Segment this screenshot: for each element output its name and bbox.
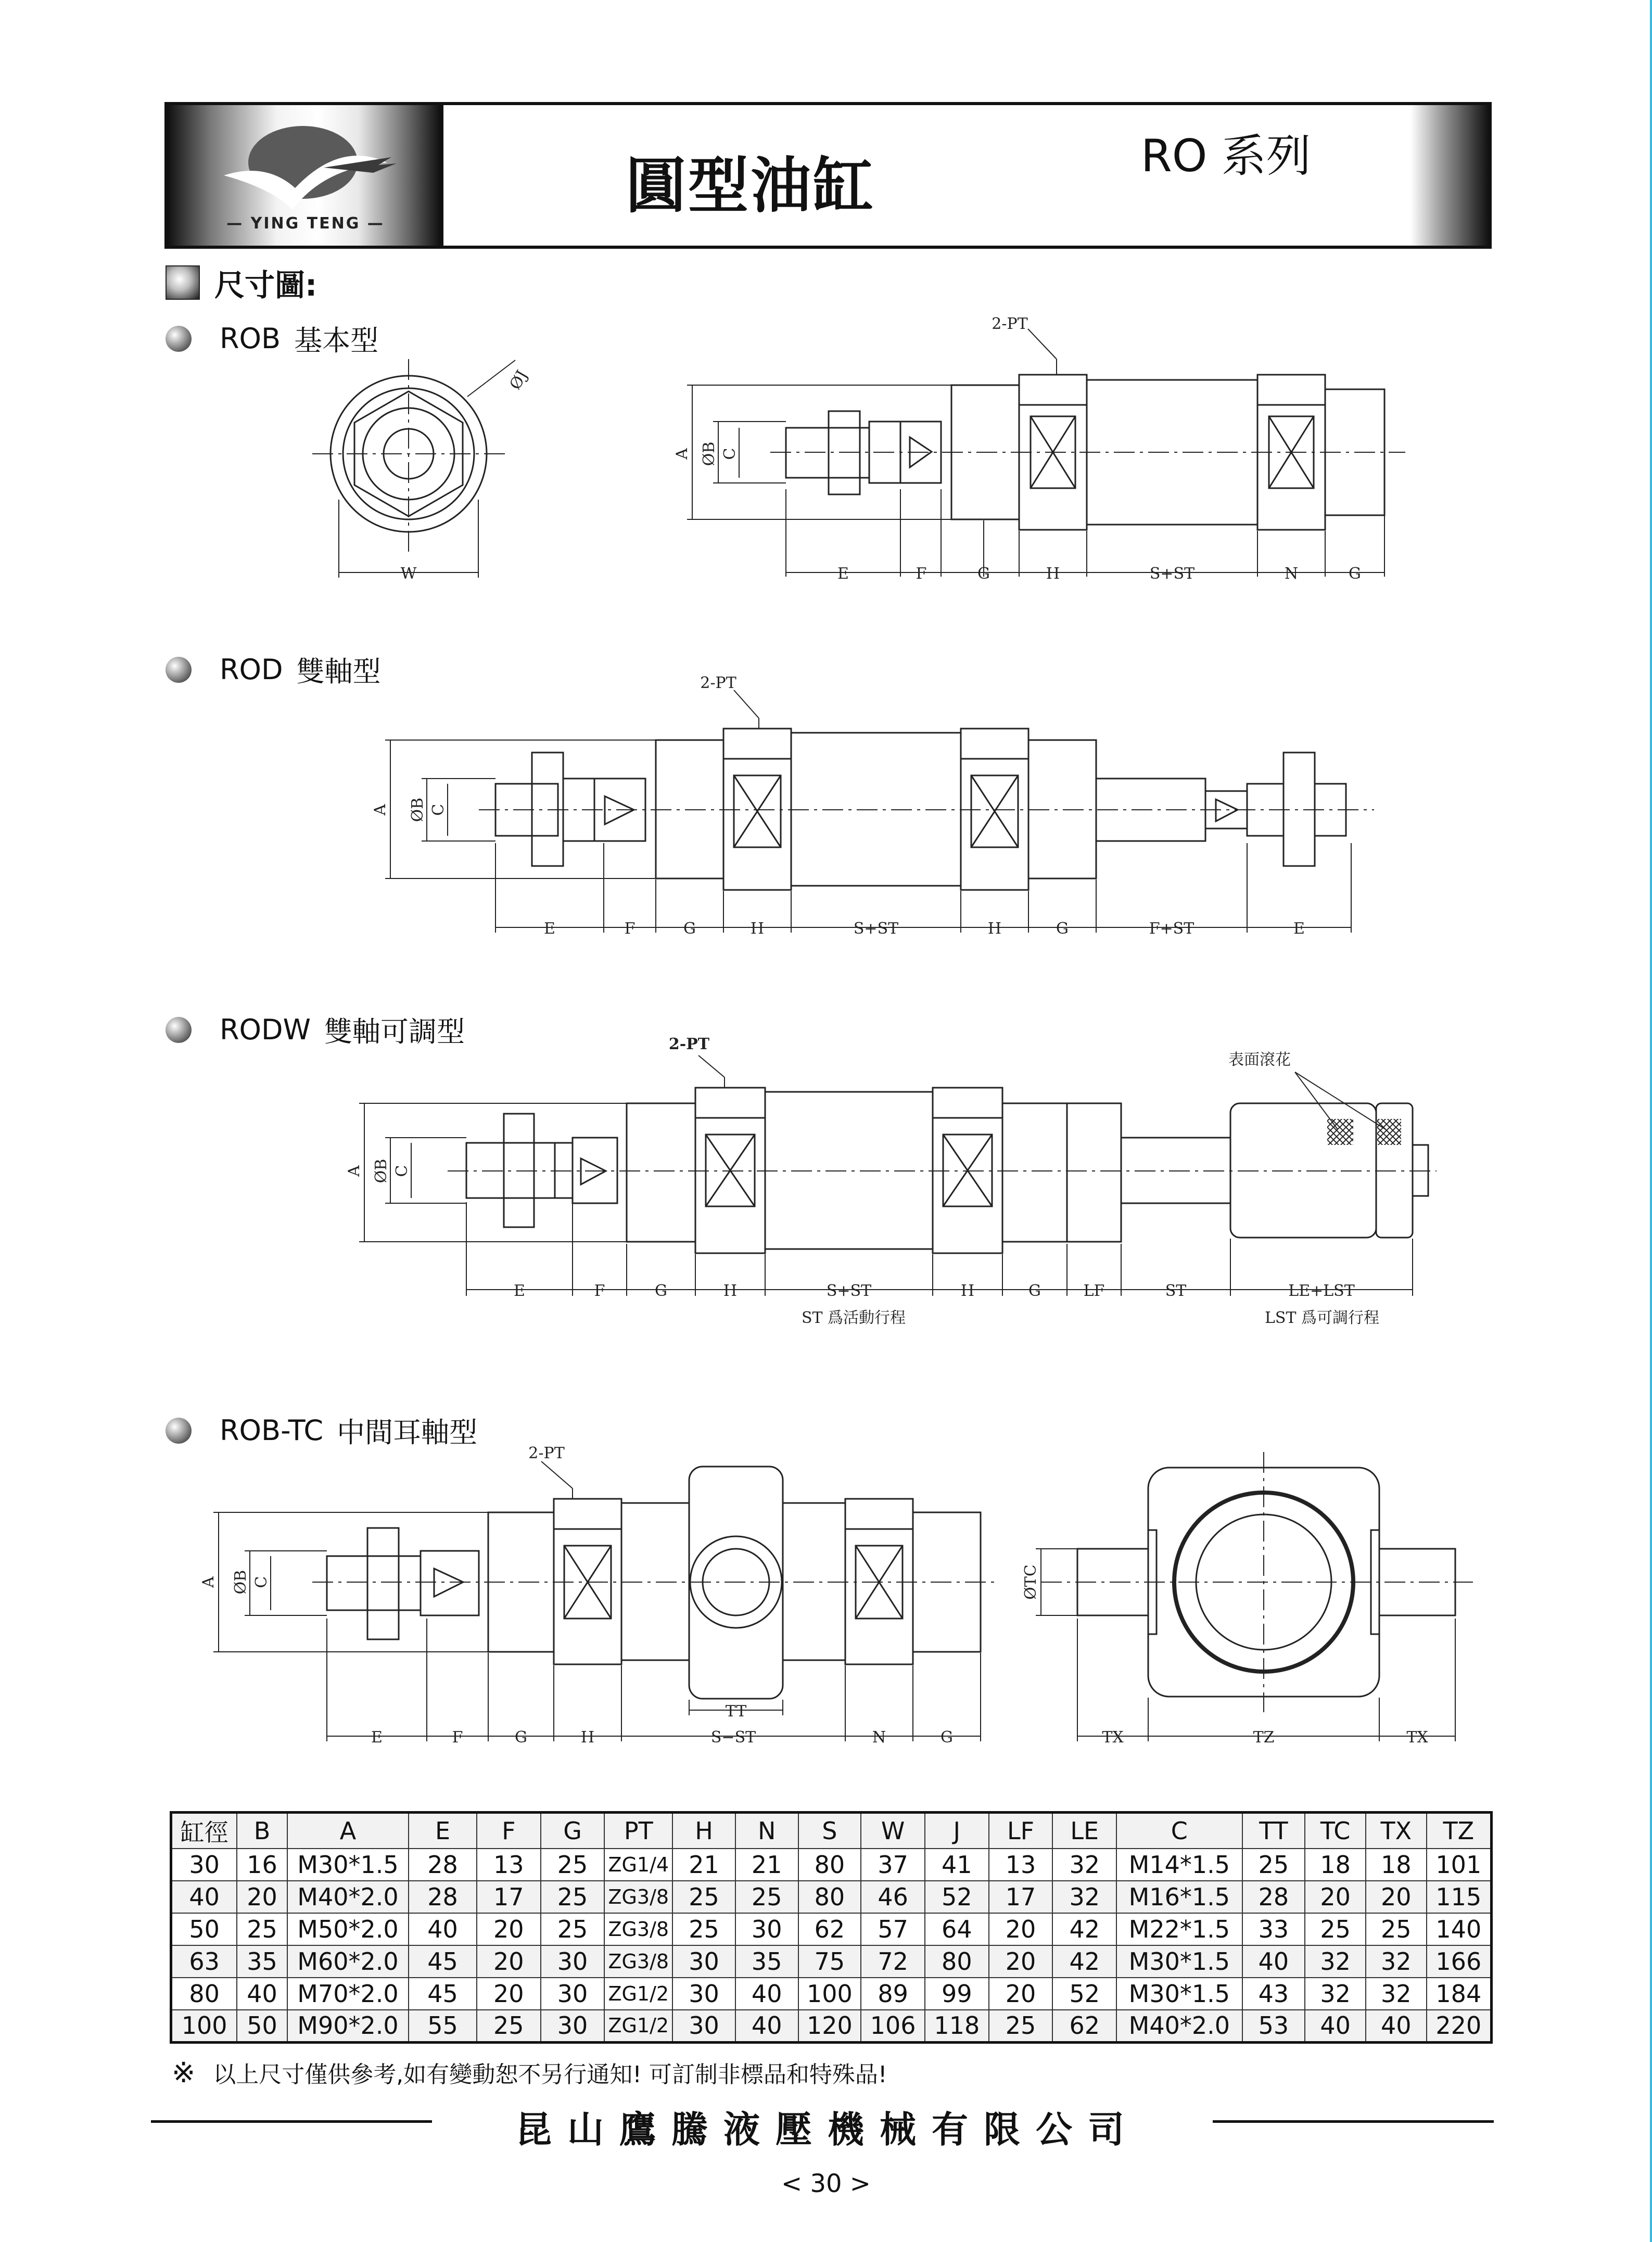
table-cell: 25	[735, 1881, 798, 1913]
table-cell: M60*2.0	[287, 1945, 409, 1978]
dim-label: F	[594, 1282, 605, 1300]
dim-label: G	[1056, 920, 1069, 938]
table-cell: 40	[1366, 2010, 1427, 2042]
table-cell: 53	[1242, 2010, 1305, 2042]
dim-label: E	[544, 920, 555, 938]
table-cell: ZG1/2	[604, 1978, 672, 2010]
dim-label: A	[199, 1576, 218, 1588]
table-header: C	[1116, 1813, 1242, 1849]
dim-label: G	[655, 1282, 667, 1300]
table-cell: 20	[477, 1913, 541, 1945]
table-row	[171, 1881, 1492, 1913]
dim-label: TZ	[1253, 1728, 1275, 1747]
table-cell: 40	[1242, 1945, 1305, 1978]
dim-label: H	[723, 1282, 738, 1300]
table-row	[171, 1945, 1492, 1978]
table-cell: 25	[541, 1913, 605, 1945]
dim-label: ØTC	[1022, 1564, 1040, 1600]
table-row	[171, 2010, 1492, 2042]
dim-label: 2-PT	[700, 674, 736, 692]
table-cell: 18	[1366, 1849, 1427, 1881]
table-cell: 21	[672, 1849, 735, 1881]
table-cell: 35	[237, 1945, 287, 1978]
table-cell: 28	[1242, 1881, 1305, 1913]
dim-label: TT	[725, 1702, 747, 1721]
table-cell: 28	[409, 1881, 477, 1913]
rob-end-view	[312, 359, 515, 578]
table-cell: 32	[1366, 1978, 1427, 2010]
series-label: RO 系列	[1141, 130, 1311, 182]
dim-label: ST	[1165, 1282, 1187, 1300]
model-code: RODW	[220, 1013, 311, 1046]
table-cell: 25	[672, 1881, 735, 1913]
table-cell: 20	[477, 1978, 541, 2010]
table-cell: 30	[672, 2010, 735, 2042]
dim-label: ØB	[700, 441, 718, 466]
table-cell: 25	[989, 2010, 1053, 2042]
table-cell: 25	[541, 1881, 605, 1913]
table-header: N	[735, 1813, 798, 1849]
table-header: LE	[1052, 1813, 1116, 1849]
table-cell: 140	[1427, 1913, 1492, 1945]
table-cell: 20	[989, 1913, 1053, 1945]
dim-label: F	[452, 1728, 463, 1747]
table-header-row	[171, 1813, 1492, 1849]
table-header: B	[237, 1813, 287, 1849]
page-title: 圓型油缸	[626, 151, 875, 221]
dim-label: E	[1293, 920, 1305, 938]
rodw-side-view	[359, 1055, 1437, 1296]
table-cell: M50*2.0	[287, 1913, 409, 1945]
table-cell: 42	[1052, 1913, 1116, 1945]
table-cell: 41	[925, 1849, 989, 1881]
table-cell: 55	[409, 2010, 477, 2042]
table-cell: 20	[237, 1881, 287, 1913]
dim-label: G	[941, 1728, 953, 1747]
table-cell: 21	[735, 1849, 798, 1881]
table-cell: ZG3/8	[604, 1913, 672, 1945]
table-cell: 32	[1305, 1978, 1366, 2010]
table-cell: M16*1.5	[1116, 1881, 1242, 1913]
table-cell: 52	[925, 1881, 989, 1913]
table-cell: 80	[798, 1849, 861, 1881]
dim-label: H	[987, 920, 1002, 938]
table-cell: 30	[541, 1978, 605, 2010]
table-cell: 45	[409, 1945, 477, 1978]
dim-label: 2-PT	[992, 315, 1028, 333]
dim-label: LF	[1083, 1282, 1105, 1300]
model-code: ROD	[220, 653, 283, 686]
dim-label: H	[960, 1282, 975, 1300]
lst-note: LST 爲可調行程	[1264, 1309, 1380, 1327]
table-cell: 30	[541, 1945, 605, 1978]
dim-label: F	[624, 920, 636, 938]
table-cell: 20	[1305, 1881, 1366, 1913]
table-cell: 32	[1052, 1881, 1116, 1913]
table-cell: ZG3/8	[604, 1881, 672, 1913]
table-header: J	[925, 1813, 989, 1849]
rob-side-view	[687, 329, 1405, 577]
table-header: W	[861, 1813, 925, 1849]
dim-label: H	[580, 1728, 595, 1747]
dim-label: G	[515, 1728, 527, 1747]
table-cell: M30*1.5	[287, 1849, 409, 1881]
dim-label: F+ST	[1149, 920, 1194, 938]
dim-label: ØB	[409, 797, 427, 822]
dim-label: G	[977, 565, 990, 583]
table-cell: 57	[861, 1913, 925, 1945]
dim-label: C	[721, 448, 739, 460]
table-cell: 42	[1052, 1945, 1116, 1978]
table-cell: 80	[798, 1881, 861, 1913]
dim-label: S+ST	[853, 920, 899, 938]
table-cell: 101	[1427, 1849, 1492, 1881]
table-cell: 25	[672, 1913, 735, 1945]
dim-label: H	[1046, 565, 1060, 583]
dim-label: C	[252, 1576, 271, 1588]
table-cell: 30	[541, 2010, 605, 2042]
table-cell: 40	[735, 1978, 798, 2010]
table-cell: M70*2.0	[287, 1978, 409, 2010]
dim-label: ØB	[372, 1158, 390, 1183]
table-cell: 13	[989, 1849, 1053, 1881]
dim-label: ØB	[232, 1570, 250, 1595]
table-cell: 100	[798, 1978, 861, 2010]
table-cell: 35	[735, 1945, 798, 1978]
table-cell: M90*2.0	[287, 2010, 409, 2042]
dim-label: C	[429, 804, 448, 816]
dim-label: S−ST	[710, 1728, 756, 1747]
table-cell: 106	[861, 2010, 925, 2042]
st-note: ST 爲活動行程	[801, 1309, 906, 1327]
table-cell: 20	[989, 1978, 1053, 2010]
table-cell: 62	[798, 1913, 861, 1945]
dim-label: 2-PT	[528, 1444, 565, 1462]
dim-label: A	[673, 448, 691, 460]
table-cell: 40	[171, 1881, 237, 1913]
table-cell: M40*2.0	[287, 1881, 409, 1913]
table-header: TT	[1242, 1813, 1305, 1849]
dim-label: E	[837, 565, 849, 583]
table-cell: 89	[861, 1978, 925, 2010]
dim-label: F	[916, 565, 927, 583]
table-cell: 25	[237, 1913, 287, 1945]
table-cell: 17	[477, 1881, 541, 1913]
table-cell: 32	[1052, 1849, 1116, 1881]
table-cell: M40*2.0	[1116, 2010, 1242, 2042]
table-cell: 25	[541, 1849, 605, 1881]
table-row	[171, 1978, 1492, 2010]
note-text: 以上尺寸僅供參考,如有變動恕不另行通知! 可訂制非標品和特殊品!	[213, 2061, 887, 2088]
table-cell: 99	[925, 1978, 989, 2010]
table-header: H	[672, 1813, 735, 1849]
table-cell: 40	[1305, 2010, 1366, 2042]
table-cell: 43	[1242, 1978, 1305, 2010]
table-header: TX	[1366, 1813, 1427, 1849]
table-cell: 25	[477, 2010, 541, 2042]
spec-table	[170, 1811, 1493, 2044]
table-header: TZ	[1427, 1813, 1492, 1849]
table-cell: 118	[925, 2010, 989, 2042]
dim-label: H	[750, 920, 765, 938]
dim-label: N	[1284, 565, 1299, 583]
table-cell: 184	[1427, 1978, 1492, 2010]
table-cell: 25	[1366, 1913, 1427, 1945]
table-cell: 80	[925, 1945, 989, 1978]
table-cell: 25	[1305, 1913, 1366, 1945]
company-name: 昆山鷹騰液壓機械有限公司	[515, 2108, 1140, 2151]
page-number: < 30 >	[781, 2169, 871, 2198]
table-cell: 18	[1305, 1849, 1366, 1881]
table-cell: 63	[171, 1945, 237, 1978]
table-header: 缸徑	[171, 1813, 237, 1849]
table-header: E	[409, 1813, 477, 1849]
table-cell: 52	[1052, 1978, 1116, 2010]
table-header: LF	[989, 1813, 1053, 1849]
table-cell: 30	[672, 1945, 735, 1978]
table-cell: M22*1.5	[1116, 1913, 1242, 1945]
dim-label: 2-PT	[668, 1035, 710, 1053]
model-code: ROB-TC	[220, 1414, 324, 1447]
reference-mark-icon: ※	[172, 2056, 196, 2089]
table-cell: M30*1.5	[1116, 1978, 1242, 2010]
table-cell: 40	[409, 1913, 477, 1945]
table-header: F	[477, 1813, 541, 1849]
table-cell: 220	[1427, 2010, 1492, 2042]
table-cell: 13	[477, 1849, 541, 1881]
table-cell: 50	[171, 1913, 237, 1945]
table-header: G	[541, 1813, 605, 1849]
table-cell: 30	[735, 1913, 798, 1945]
table-cell: 115	[1427, 1881, 1492, 1913]
dim-label: W	[400, 565, 417, 583]
model-desc: 基本型	[294, 324, 379, 357]
dim-label: C	[393, 1165, 411, 1177]
table-header: TC	[1305, 1813, 1366, 1849]
table-cell: 75	[798, 1945, 861, 1978]
table-row	[171, 1849, 1492, 1881]
table-cell: 17	[989, 1881, 1053, 1913]
dim-label: S+ST	[826, 1282, 872, 1300]
section-title: 尺寸圖:	[214, 267, 317, 303]
dim-label: TX	[1102, 1728, 1124, 1747]
table-cell: ZG1/4	[604, 1849, 672, 1881]
table-cell: 37	[861, 1849, 925, 1881]
model-desc: 中間耳軸型	[337, 1416, 478, 1449]
table-cell: 46	[861, 1881, 925, 1913]
model-code: ROB	[220, 322, 281, 355]
rob-tc-end-view	[1036, 1452, 1473, 1741]
dim-label: ØJ	[506, 367, 532, 393]
table-header: PT	[604, 1813, 672, 1849]
table-cell: ZG1/2	[604, 2010, 672, 2042]
table-cell: 33	[1242, 1913, 1305, 1945]
table-cell: 32	[1366, 1945, 1427, 1978]
table-cell: 64	[925, 1913, 989, 1945]
dim-label: LE+LST	[1288, 1282, 1355, 1300]
table-header: A	[287, 1813, 409, 1849]
table-cell: 100	[171, 2010, 237, 2042]
table-cell: 25	[1242, 1849, 1305, 1881]
rob-tc-side-view	[213, 1461, 999, 1741]
table-cell: M30*1.5	[1116, 1945, 1242, 1978]
dim-label: S+ST	[1149, 565, 1195, 583]
table-cell: ZG3/8	[604, 1945, 672, 1978]
logo-text: — YING TENG —	[226, 214, 385, 233]
dim-label: A	[371, 804, 389, 816]
model-desc: 雙軸型	[296, 655, 381, 688]
table-cell: 80	[171, 1978, 237, 2010]
table-row	[171, 1913, 1492, 1945]
dim-label: A	[345, 1165, 363, 1177]
table-cell: 120	[798, 2010, 861, 2042]
knurl-label: 表面滾花	[1228, 1051, 1291, 1069]
dim-label: E	[371, 1728, 383, 1747]
dim-label: G	[683, 920, 696, 938]
table-cell: 40	[237, 1978, 287, 2010]
table-cell: 30	[672, 1978, 735, 2010]
table-cell: 50	[237, 2010, 287, 2042]
table-cell: 20	[989, 1945, 1053, 1978]
table-cell: 16	[237, 1849, 287, 1881]
table-cell: 45	[409, 1978, 477, 2010]
table-cell: 28	[409, 1849, 477, 1881]
disclaimer-note	[172, 2056, 887, 2089]
dim-label: G	[1028, 1282, 1041, 1300]
dim-label: E	[514, 1282, 525, 1300]
table-cell: 62	[1052, 2010, 1116, 2042]
model-desc: 雙軸可調型	[324, 1015, 465, 1048]
footer-rule-right	[1213, 2120, 1494, 2123]
dim-label: G	[1349, 565, 1361, 583]
footer-rule-left	[151, 2120, 432, 2123]
table-header: S	[798, 1813, 861, 1849]
table-cell: 166	[1427, 1945, 1492, 1978]
table-cell: 30	[171, 1849, 237, 1881]
table-cell: 20	[477, 1945, 541, 1978]
dim-label: N	[872, 1728, 886, 1747]
table-cell: 20	[1366, 1881, 1427, 1913]
table-cell: M14*1.5	[1116, 1849, 1242, 1881]
table-cell: 72	[861, 1945, 925, 1978]
table-cell: 40	[735, 2010, 798, 2042]
table-cell: 32	[1305, 1945, 1366, 1978]
dim-label: TX	[1406, 1728, 1428, 1747]
rod-side-view	[385, 690, 1374, 933]
